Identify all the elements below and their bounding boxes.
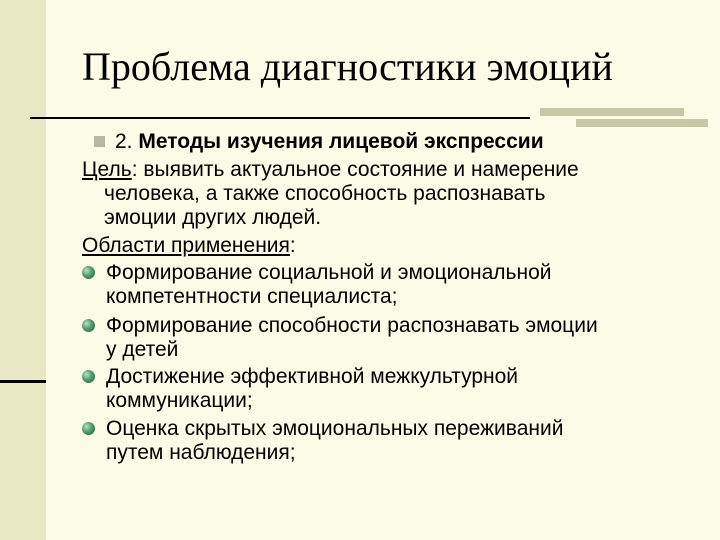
areas-label: Области применения (82, 234, 290, 257)
list-item (82, 261, 682, 309)
areas-separator: : (289, 234, 296, 257)
goal-separator: : (131, 158, 138, 181)
list-item (82, 314, 682, 362)
left-decor-bar (0, 0, 46, 540)
list-item-line-1: Формирование способности распознавать эмоции (106, 314, 598, 337)
goal-line-1: выявить актуальное состояние и намерение (137, 158, 579, 181)
list-item-line-2: коммуникации; (106, 389, 253, 412)
list-item-line-1: Оценка скрытых эмоциональных переживаний (106, 417, 564, 440)
areas-heading (82, 234, 702, 258)
list-item-line-1: Формирование социальной и эмоциональной (106, 261, 552, 284)
goal-line-2: человека, а также способность распознавать (104, 182, 546, 205)
list-item (82, 365, 682, 413)
goal-label: Цель (82, 158, 132, 181)
list-item-line-2: путем наблюдения; (106, 441, 296, 464)
title-divider (30, 117, 530, 119)
green-ball-bullet-icon (82, 422, 95, 435)
goal-paragraph (82, 158, 702, 230)
list-item-line-2: у детей (106, 338, 179, 361)
subheading-text: Методы изучения лицевой экспрессии (138, 130, 544, 153)
left-decor-line (0, 380, 46, 383)
goal-line-3: эмоции других людей. (104, 206, 322, 229)
green-ball-bullet-icon (82, 319, 95, 332)
green-ball-bullet-icon (82, 370, 95, 383)
subheading (94, 128, 544, 156)
list-item-line-1: Достижение эффективной межкультурной (106, 365, 519, 388)
list-item (82, 417, 682, 465)
subheading-number: 2. (115, 130, 133, 153)
decor-stripe-bottom (576, 119, 708, 127)
decor-stripe-top (540, 108, 684, 116)
green-ball-bullet-icon (82, 266, 95, 279)
square-bullet-icon (94, 136, 105, 147)
list-item-line-2: компетентности специалиста; (106, 285, 398, 308)
slide-title: Проблема диагностики эмоций (82, 44, 613, 89)
